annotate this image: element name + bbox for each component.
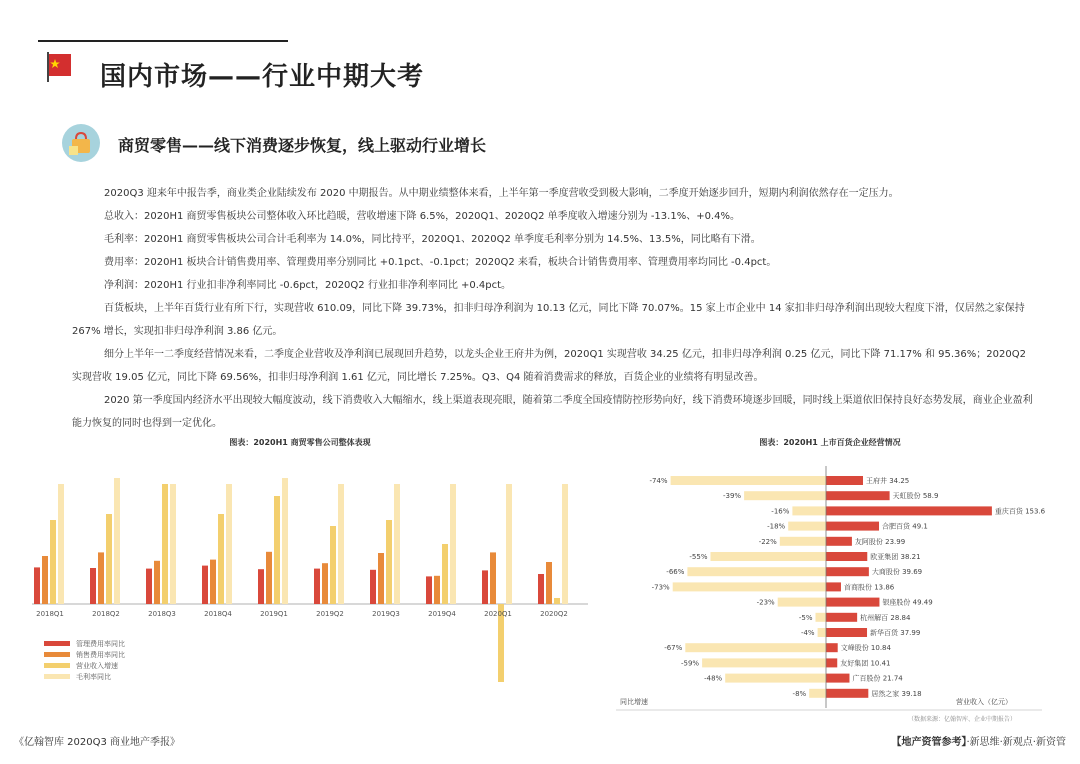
revenue-label: 大商股份 39.69 [871,568,923,577]
revenue-label: 合肥百货 49.1 [882,522,928,531]
footer-left: 《亿翰智库 2020Q3 商业地产季报》 [14,737,181,748]
x-label-right: 营业收入（亿元） [956,698,1012,706]
revenue-bar [826,506,992,515]
revenue-bar [826,613,857,622]
bar-1-2019Q1 [266,552,272,604]
paragraph: 毛利率：2020H1 商贸零售板块公司合计毛利率为 14.0%，同比持平，2020Q1、2020Q2 单季度毛利率分别为 14.5%、13.5%，同比略有下滑。 [104,234,761,245]
revenue-label: 广百股份 21.74 [852,674,903,683]
bar-1-2020Q1 [490,552,496,604]
bar-3-2019Q4 [450,484,456,604]
bar-2-2018Q4 [218,514,224,604]
revenue-label: 友阿股份 23.99 [854,537,906,546]
growth-bar [685,643,826,652]
growth-bar [788,522,826,531]
growth-label: -74% [649,477,668,485]
bar-2-2018Q2 [106,514,112,604]
legend-swatch [44,641,70,646]
x-tick-label: 2018Q2 [92,610,120,618]
footer-tagline: ·新思维·新观点·新资管 [966,737,1066,748]
revenue-label: 首商股份 13.86 [843,583,895,592]
bar-3-2018Q3 [170,484,176,604]
growth-bar [816,613,827,622]
bar-3-2019Q1 [282,478,288,604]
x-label-left: 同比增速 [620,698,648,706]
bar-2-2020Q2 [554,598,560,604]
bar-1-2019Q4 [434,576,440,604]
revenue-label: 欧亚集团 38.21 [870,553,921,561]
source-note: （数据来源：亿翰智库、企业中期报告） [908,716,1017,723]
legend-swatch [44,663,70,668]
bar-1-2020Q2 [546,562,552,604]
paragraph: 净利润：2020H1 行业扣非净利率同比 -0.6pct，2020Q2 行业扣非净利率同比 +0.4pct。 [104,280,512,291]
bar-3-2020Q2 [562,484,568,604]
bar-3-2019Q2 [338,484,344,604]
bar-1-2019Q3 [378,553,384,604]
legend-item [44,671,125,682]
growth-label: -66% [666,568,685,577]
x-tick-label: 2019Q1 [260,610,288,618]
growth-bar [711,552,827,561]
footer-brand: 【地产资管参考】 [891,737,967,748]
paragraph: 细分上半年一二季度经营情况来看，二季度企业营收及净利润已展现回升趋势，以龙头企业王府井为例，2020Q1 实现营收 34.25 亿元，扣非归母净利润 0.25 亿元，同比下降 71.17% 和 95.36%；2020Q2 实现营收 19.05 亿元，同比下降 69.56%，扣非归母净利润 1.61 亿元，同比增长 7.25%。Q3、Q4 随着消费需求的释放，百货企业的业绩将有明显改善。 [72,349,1026,383]
x-tick-label: 2020Q1 [484,610,512,618]
bar-3-2018Q1 [58,484,64,604]
bar-2-2018Q3 [162,484,168,604]
revenue-bar [826,658,837,667]
growth-label: -23% [756,598,775,607]
bar-1-2018Q2 [98,552,104,604]
chart-legend [44,638,125,682]
growth-label: -73% [651,583,670,592]
growth-label: -4% [800,629,815,637]
legend-label: 营业收入增速 [76,661,118,670]
bar-0-2019Q2 [314,569,320,604]
x-tick-label: 2018Q3 [148,610,176,618]
growth-label: -8% [792,689,807,698]
revenue-label: 居然之家 39.18 [871,689,922,698]
legend-label: 毛利率同比 [76,672,111,681]
revenue-label: 文峰股份 10.84 [840,644,891,653]
revenue-label: 友好集团 10.41 [840,659,891,668]
legend-swatch [44,652,70,657]
revenue-bar [826,537,852,546]
department-store-chart [612,458,1050,726]
header-rule [38,40,288,42]
growth-bar [809,689,826,698]
revenue-bar [826,689,868,698]
bar-0-2019Q3 [370,570,376,604]
bar-1-2019Q2 [322,563,328,604]
bar-2-2019Q4 [442,544,448,604]
growth-bar [744,491,826,500]
growth-bar [818,628,826,637]
bar-0-2018Q4 [202,566,208,604]
bar-2-2019Q1 [274,496,280,604]
growth-bar [792,506,826,515]
revenue-bar [826,567,869,576]
growth-label: -22% [758,537,777,546]
paragraph: 2020Q3 迎来年中报告季，商业类企业陆续发布 2020 中期报告。从中期业绩整体来看，上半年第一季度营收受到极大影响，二季度开始逐步回升，短期内利润依然存在一定压力。 [104,188,899,199]
revenue-bar [826,674,849,683]
bar-0-2020Q1 [482,570,488,604]
x-tick-label: 2020Q2 [540,610,568,618]
chart-right-title: 图表：2020H1 上市百货企业经营情况 [759,438,901,447]
chart-left-title: 图表：2020H1 商贸零售公司整体表现 [229,438,371,447]
bar-2-2019Q3 [386,520,392,604]
revenue-bar [826,598,879,607]
bar-0-2018Q1 [34,567,40,604]
bar-0-2019Q4 [426,576,432,604]
x-tick-label: 2018Q1 [36,610,64,618]
growth-bar [687,567,826,576]
bar-2-2018Q1 [50,520,56,604]
bar-0-2020Q2 [538,574,544,604]
legend-item [44,660,125,671]
bar-0-2018Q2 [90,568,96,604]
growth-bar [702,658,826,667]
x-tick-label: 2019Q4 [428,610,456,618]
shopping-icon [62,124,100,162]
growth-bar [725,674,826,683]
x-tick-label: 2019Q3 [372,610,400,618]
growth-label: -48% [704,674,723,683]
bar-1-2018Q4 [210,560,216,604]
revenue-label: 王府井 34.25 [865,477,910,485]
bar-1-2018Q1 [42,556,48,604]
revenue-bar [826,643,838,652]
footer-right [891,733,1066,748]
paragraph: 百货板块，上半年百货行业有所下行，实现营收 610.09，同比下降 39.73%，扣非归母净利润为 10.13 亿元，同比下降 70.07%。15 家上市企业中 14 家扣非归母净利润出现较大程度下滑，仅居然之家保持 267% 增长，实现扣非归母净利润 3.86 亿元。 [72,303,1025,337]
legend-swatch [44,674,70,679]
x-tick-label: 2018Q4 [204,610,232,618]
revenue-label: 银座股份 49.49 [882,598,933,607]
growth-label: -5% [798,613,813,622]
bar-3-2019Q3 [394,484,400,604]
growth-label: -18% [767,522,786,531]
revenue-bar [826,582,841,591]
revenue-bar [826,491,890,500]
growth-label: -39% [723,492,742,501]
growth-bar [780,537,826,546]
revenue-label: 杭州解百 28.84 [860,613,911,622]
revenue-bar [826,628,867,637]
growth-bar [673,582,826,591]
revenue-bar [826,476,863,485]
page-title: 国内市场——行业中期大考 [100,62,425,92]
paragraph: 费用率：2020H1 板块合计销售费用率、管理费用率分别同比 +0.1pct、-0.1pct；2020Q2 来看，板块合计销售费用率、管理费用率均同比 -0.4pct。 [104,257,777,268]
growth-bar [778,598,826,607]
bar-3-2018Q2 [114,478,120,604]
bar-1-2018Q3 [154,561,160,604]
revenue-label: 新华百货 37.99 [870,629,921,637]
revenue-bar [826,522,879,531]
legend-label: 销售费用率同比 [76,650,125,659]
x-tick-label: 2019Q2 [316,610,344,618]
bar-0-2018Q3 [146,569,152,604]
bar-0-2019Q1 [258,569,264,604]
flag-icon [46,52,72,82]
growth-label: -55% [689,553,708,561]
growth-label: -67% [664,644,683,653]
bar-3-2020Q1 [506,484,512,604]
growth-label: -16% [771,507,790,516]
paragraph: 2020 第一季度国内经济水平出现较大幅度波动，线下消费收入大幅缩水，线上渠道表现亮眼，随着第二季度全国疫情防控形势向好，线下消费环境逐步回暖，同时线上渠道依旧保持良好态势发展，商业企业盈利能力恢复的同时也得到一定优化。 [72,395,1033,429]
body-text [72,182,1038,435]
paragraph: 总收入：2020H1 商贸零售板块公司整体收入环比趋暖，营收增速下降 6.5%，2020Q1、2020Q2 单季度收入增速分别为 -13.1%、+0.4%。 [104,211,740,222]
growth-label: -59% [681,659,700,668]
revenue-label: 天虹股份 58.9 [892,492,939,501]
revenue-label: 重庆百货 153.6 [994,507,1046,516]
legend-item [44,638,125,649]
section-title: 商贸零售——线下消费逐步恢复，线上驱动行业增长 [118,136,487,155]
bar-3-2018Q4 [226,484,232,604]
legend-item [44,649,125,660]
bar-2-2019Q2 [330,526,336,604]
growth-bar [671,476,826,485]
legend-label: 管理费用率同比 [76,639,125,648]
revenue-bar [826,552,867,561]
